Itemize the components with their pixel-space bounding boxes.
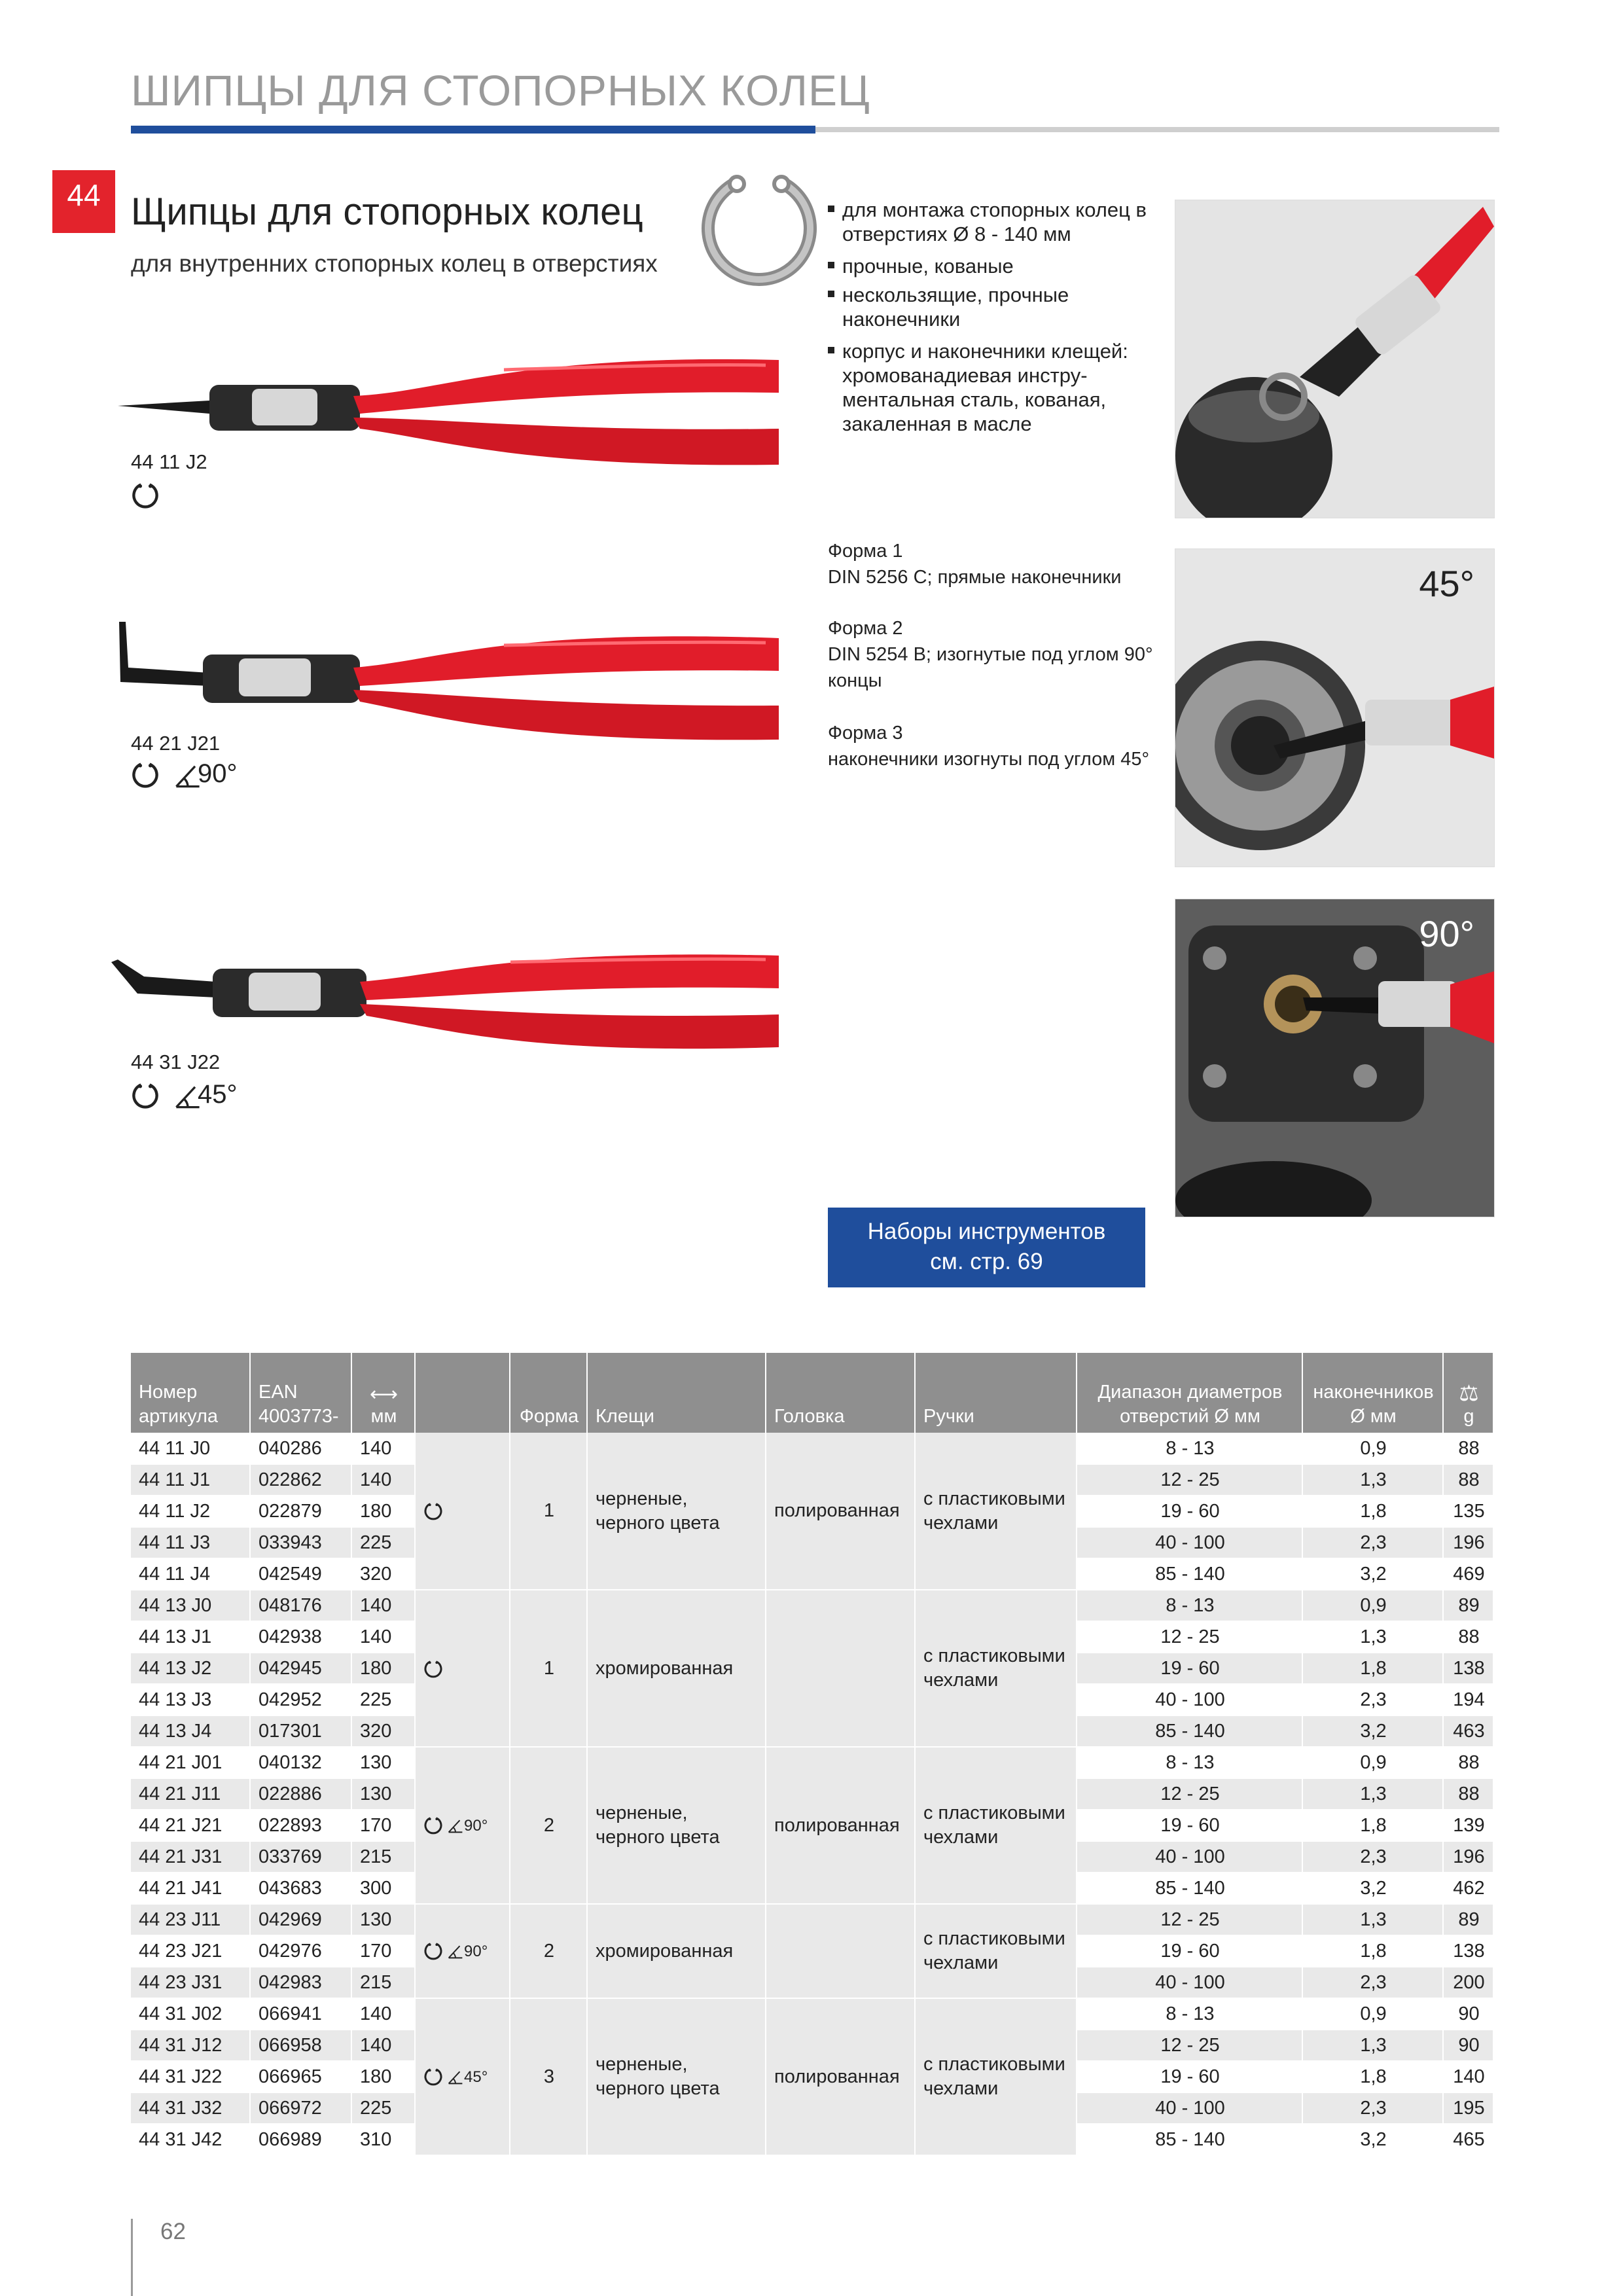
cell-length: 140 bbox=[351, 1433, 415, 1464]
cell-range: 40 - 100 bbox=[1077, 1841, 1302, 1873]
cell-tip: 1,8 bbox=[1302, 1810, 1443, 1841]
col-ean: EAN 4003773- bbox=[250, 1353, 351, 1433]
cell-range: 8 - 13 bbox=[1077, 1747, 1302, 1778]
col-length-unit: мм bbox=[370, 1406, 397, 1427]
form-name: Форма 2 bbox=[828, 618, 903, 639]
cell-length: 225 bbox=[351, 1684, 415, 1715]
cell-handles: с пластиковыми чехлами bbox=[915, 1998, 1077, 2155]
cell-ean: 043683 bbox=[250, 1873, 351, 1904]
cell-length: 225 bbox=[351, 1527, 415, 1558]
form-name: Форма 3 bbox=[828, 723, 903, 744]
cell-weight: 90 bbox=[1443, 2030, 1493, 2061]
cell-length: 140 bbox=[351, 1590, 415, 1621]
cell-tip: 0,9 bbox=[1302, 1747, 1443, 1778]
header-rule-blue bbox=[131, 126, 815, 134]
col-head: Головка bbox=[766, 1353, 915, 1433]
cell-icons bbox=[415, 1433, 510, 1590]
cell-range: 19 - 60 bbox=[1077, 1935, 1302, 1967]
cell-jaws: черненые, черного цвета bbox=[587, 1998, 766, 2155]
cell-length: 140 bbox=[351, 1464, 415, 1496]
cell-icons bbox=[415, 1747, 510, 1904]
cell-range: 19 - 60 bbox=[1077, 1810, 1302, 1841]
cell-length: 320 bbox=[351, 1715, 415, 1747]
angle-icon bbox=[447, 2068, 464, 2085]
cell-article: 44 21 J01 bbox=[131, 1747, 250, 1778]
pliers-article: 44 11 J2 bbox=[131, 450, 207, 473]
pliers-image-90deg bbox=[111, 602, 792, 753]
cell-article: 44 13 J4 bbox=[131, 1715, 250, 1747]
photo-angle-label: 90° bbox=[1419, 913, 1474, 954]
cell-ean: 040132 bbox=[250, 1747, 351, 1778]
product-table bbox=[131, 1353, 1493, 2156]
cell-article: 44 21 J11 bbox=[131, 1778, 250, 1810]
cell-ean: 033769 bbox=[250, 1841, 351, 1873]
photo-45deg-application bbox=[1175, 548, 1495, 867]
length-arrows-icon: ⟷ bbox=[369, 1384, 398, 1405]
cell-range: 12 - 25 bbox=[1077, 1464, 1302, 1496]
col-article: Номер артикула bbox=[131, 1353, 250, 1433]
cell-length: 320 bbox=[351, 1558, 415, 1590]
cell-ean: 066972 bbox=[250, 2092, 351, 2124]
cell-ean: 022879 bbox=[250, 1496, 351, 1527]
cell-length: 170 bbox=[351, 1935, 415, 1967]
form-desc: DIN 5256 C; прямые наконечники bbox=[828, 567, 1122, 588]
cell-tip: 1,8 bbox=[1302, 1935, 1443, 1967]
footer-rule bbox=[131, 2219, 133, 2296]
cell-ean: 042969 bbox=[250, 1904, 351, 1935]
cell-weight: 90 bbox=[1443, 1998, 1493, 2030]
cell-weight: 200 bbox=[1443, 1967, 1493, 1998]
cell-tip: 1,3 bbox=[1302, 1778, 1443, 1810]
feature-item: прочные, кованые bbox=[828, 254, 1181, 278]
angle-icon bbox=[447, 1817, 464, 1834]
cell-tip: 3,2 bbox=[1302, 1558, 1443, 1590]
angle-value: 45° bbox=[198, 1080, 238, 1109]
cell-range: 40 - 100 bbox=[1077, 1684, 1302, 1715]
chapter-tab: 44 bbox=[52, 170, 115, 233]
cell-article: 44 31 J32 bbox=[131, 2092, 250, 2124]
cell-article: 44 31 J02 bbox=[131, 1998, 250, 2030]
cell-range: 12 - 25 bbox=[1077, 1778, 1302, 1810]
col-length bbox=[351, 1353, 415, 1433]
cell-ean: 048176 bbox=[250, 1590, 351, 1621]
cell-tip: 1,3 bbox=[1302, 1904, 1443, 1935]
cell-head bbox=[766, 1590, 915, 1747]
form-description bbox=[828, 720, 1168, 772]
cell-article: 44 23 J11 bbox=[131, 1904, 250, 1935]
cell-weight: 194 bbox=[1443, 1684, 1493, 1715]
cell-length: 170 bbox=[351, 1810, 415, 1841]
cell-length: 310 bbox=[351, 2124, 415, 2155]
cell-weight: 138 bbox=[1443, 1935, 1493, 1967]
photo-angle-label: 45° bbox=[1419, 563, 1474, 604]
cell-article: 44 31 J42 bbox=[131, 2124, 250, 2155]
cell-tip: 1,8 bbox=[1302, 1496, 1443, 1527]
table-row bbox=[131, 1904, 1493, 1935]
cell-ean: 042952 bbox=[250, 1684, 351, 1715]
cell-range: 12 - 25 bbox=[1077, 1621, 1302, 1653]
cell-handles: с пластиковыми чехлами bbox=[915, 1904, 1077, 1998]
cell-tip: 1,3 bbox=[1302, 1621, 1443, 1653]
col-handles: Ручки bbox=[915, 1353, 1077, 1433]
cell-weight: 88 bbox=[1443, 1778, 1493, 1810]
cell-article: 44 11 J2 bbox=[131, 1496, 250, 1527]
tool-sets-reference-box[interactable] bbox=[828, 1208, 1145, 1287]
cell-ean: 042549 bbox=[250, 1558, 351, 1590]
angle-value: 90° bbox=[464, 1943, 488, 1960]
form-description bbox=[828, 538, 1168, 590]
cell-length: 180 bbox=[351, 2061, 415, 2092]
cell-ean: 066941 bbox=[250, 1998, 351, 2030]
cell-weight: 463 bbox=[1443, 1715, 1493, 1747]
cell-form: 1 bbox=[510, 1433, 587, 1590]
ring-icon bbox=[131, 761, 160, 789]
cell-ean: 017301 bbox=[250, 1715, 351, 1747]
photo-pliers-in-use bbox=[1175, 200, 1495, 518]
ring-icon bbox=[423, 1816, 443, 1835]
cell-icons bbox=[415, 1904, 510, 1998]
angle-value: 90° bbox=[464, 1817, 488, 1835]
form-desc: DIN 5254 B; изогнутые под углом 90° концы bbox=[828, 644, 1153, 691]
cell-ean: 042976 bbox=[250, 1935, 351, 1967]
cell-article: 44 23 J21 bbox=[131, 1935, 250, 1967]
product-title: Щипцы для стопорных колец bbox=[131, 190, 643, 233]
cell-article: 44 21 J31 bbox=[131, 1841, 250, 1873]
cell-tip: 1,3 bbox=[1302, 1464, 1443, 1496]
cell-length: 180 bbox=[351, 1496, 415, 1527]
feature-item: корпус и наконечники клещей: хромованадиевая инстру-ментальная сталь, кованая, закаленная в масле bbox=[828, 339, 1181, 436]
cell-weight: 462 bbox=[1443, 1873, 1493, 1904]
form-name: Форма 1 bbox=[828, 541, 903, 562]
ring-icon bbox=[423, 1659, 443, 1679]
cell-length: 215 bbox=[351, 1841, 415, 1873]
cell-article: 44 13 J2 bbox=[131, 1653, 250, 1684]
col-weight bbox=[1443, 1353, 1493, 1433]
cell-weight: 469 bbox=[1443, 1558, 1493, 1590]
cell-ean: 066958 bbox=[250, 2030, 351, 2061]
cell-tip: 3,2 bbox=[1302, 1715, 1443, 1747]
cell-weight: 88 bbox=[1443, 1747, 1493, 1778]
cell-ean: 066965 bbox=[250, 2061, 351, 2092]
cell-range: 85 - 140 bbox=[1077, 1558, 1302, 1590]
col-jaws: Клещи bbox=[587, 1353, 766, 1433]
col-icons bbox=[415, 1353, 510, 1433]
tool-sets-label: Наборы инструментов bbox=[867, 1219, 1106, 1244]
cell-range: 8 - 13 bbox=[1077, 1998, 1302, 2030]
cell-tip: 0,9 bbox=[1302, 1433, 1443, 1464]
cell-weight: 196 bbox=[1443, 1527, 1493, 1558]
cell-tip: 2,3 bbox=[1302, 1841, 1443, 1873]
cell-ean: 033943 bbox=[250, 1527, 351, 1558]
cell-length: 130 bbox=[351, 1747, 415, 1778]
cell-range: 40 - 100 bbox=[1077, 1527, 1302, 1558]
cell-tip: 1,3 bbox=[1302, 2030, 1443, 2061]
cell-form: 3 bbox=[510, 1998, 587, 2155]
cell-tip: 0,9 bbox=[1302, 1998, 1443, 2030]
cell-tip: 2,3 bbox=[1302, 1527, 1443, 1558]
pliers-image-straight bbox=[111, 340, 792, 478]
scale-icon: ⚖ bbox=[1459, 1381, 1479, 1406]
cell-tip: 0,9 bbox=[1302, 1590, 1443, 1621]
ring-icon bbox=[423, 1501, 443, 1521]
cell-ean: 042938 bbox=[250, 1621, 351, 1653]
cell-weight: 89 bbox=[1443, 1590, 1493, 1621]
table-body bbox=[131, 1433, 1493, 2155]
cell-range: 12 - 25 bbox=[1077, 1904, 1302, 1935]
cell-ean: 066989 bbox=[250, 2124, 351, 2155]
pliers-article: 44 21 J21 bbox=[131, 732, 221, 755]
cell-range: 8 - 13 bbox=[1077, 1433, 1302, 1464]
cell-ean: 042983 bbox=[250, 1967, 351, 1998]
cell-weight: 135 bbox=[1443, 1496, 1493, 1527]
cell-article: 44 21 J21 bbox=[131, 1810, 250, 1841]
cell-tip: 1,8 bbox=[1302, 2061, 1443, 2092]
cell-weight: 88 bbox=[1443, 1464, 1493, 1496]
ring-icon bbox=[131, 481, 160, 510]
header-rule-grey bbox=[815, 127, 1499, 132]
cell-head: полированная bbox=[766, 1747, 915, 1904]
cell-icons bbox=[415, 1998, 510, 2155]
angle-value: 45° bbox=[464, 2068, 488, 2086]
cell-length: 140 bbox=[351, 1621, 415, 1653]
cell-tip: 2,3 bbox=[1302, 1684, 1443, 1715]
cell-length: 180 bbox=[351, 1653, 415, 1684]
cell-range: 8 - 13 bbox=[1077, 1590, 1302, 1621]
cell-length: 130 bbox=[351, 1778, 415, 1810]
cell-head: полированная bbox=[766, 1998, 915, 2155]
feature-item: для монтажа стопорных колец в отверстиях Ø 8 - 140 мм bbox=[828, 198, 1181, 246]
cell-ean: 022893 bbox=[250, 1810, 351, 1841]
cell-weight: 195 bbox=[1443, 2092, 1493, 2124]
cell-article: 44 11 J4 bbox=[131, 1558, 250, 1590]
cell-ean: 040286 bbox=[250, 1433, 351, 1464]
form-description bbox=[828, 615, 1168, 694]
cell-range: 40 - 100 bbox=[1077, 2092, 1302, 2124]
cell-article: 44 13 J3 bbox=[131, 1684, 250, 1715]
cell-range: 85 - 140 bbox=[1077, 1873, 1302, 1904]
cell-handles: с пластиковыми чехлами bbox=[915, 1747, 1077, 1904]
cell-tip: 3,2 bbox=[1302, 1873, 1443, 1904]
cell-weight: 140 bbox=[1443, 2061, 1493, 2092]
cell-head bbox=[766, 1904, 915, 1998]
feature-item: нескользящие, прочные наконечники bbox=[828, 283, 1181, 331]
col-weight-unit: g bbox=[1463, 1406, 1474, 1427]
cell-length: 130 bbox=[351, 1904, 415, 1935]
cell-weight: 138 bbox=[1443, 1653, 1493, 1684]
table-row bbox=[131, 1998, 1493, 2030]
page-number: 62 bbox=[160, 2219, 186, 2244]
cell-form: 2 bbox=[510, 1904, 587, 1998]
col-tips: наконечников Ø мм bbox=[1302, 1353, 1443, 1433]
cell-ean: 022886 bbox=[250, 1778, 351, 1810]
pliers-image-45deg bbox=[105, 916, 792, 1067]
cell-handles: с пластиковыми чехлами bbox=[915, 1590, 1077, 1747]
table-row bbox=[131, 1747, 1493, 1778]
form-desc: наконечники изогнуты под углом 45° bbox=[828, 749, 1150, 770]
cell-length: 215 bbox=[351, 1967, 415, 1998]
photo-90deg-application bbox=[1175, 899, 1495, 1217]
cell-article: 44 13 J0 bbox=[131, 1590, 250, 1621]
cell-ean: 042945 bbox=[250, 1653, 351, 1684]
cell-tip: 1,8 bbox=[1302, 1653, 1443, 1684]
tool-sets-page-ref: см. стр. 69 bbox=[930, 1249, 1043, 1274]
cell-length: 140 bbox=[351, 2030, 415, 2061]
cell-article: 44 31 J12 bbox=[131, 2030, 250, 2061]
cell-article: 44 11 J3 bbox=[131, 1527, 250, 1558]
cell-weight: 196 bbox=[1443, 1841, 1493, 1873]
cell-range: 12 - 25 bbox=[1077, 2030, 1302, 2061]
cell-range: 40 - 100 bbox=[1077, 1967, 1302, 1998]
product-subtitle: для внутренних стопорных колец в отверстиях bbox=[131, 250, 658, 277]
table-row bbox=[131, 1590, 1493, 1621]
cell-jaws: хромированная bbox=[587, 1904, 766, 1998]
cell-weight: 88 bbox=[1443, 1621, 1493, 1653]
cell-tip: 2,3 bbox=[1302, 1967, 1443, 1998]
section-header-title: ШИПЦЫ ДЛЯ СТОПОРНЫХ КОЛЕЦ bbox=[131, 66, 870, 115]
cell-range: 85 - 140 bbox=[1077, 1715, 1302, 1747]
cell-jaws: черненые, черного цвета bbox=[587, 1747, 766, 1904]
cell-form: 1 bbox=[510, 1590, 587, 1747]
angle-value: 90° bbox=[198, 759, 238, 788]
cell-range: 19 - 60 bbox=[1077, 1653, 1302, 1684]
cell-range: 19 - 60 bbox=[1077, 2061, 1302, 2092]
cell-article: 44 13 J1 bbox=[131, 1621, 250, 1653]
cell-handles: с пластиковыми чехлами bbox=[915, 1433, 1077, 1590]
cell-jaws: хромированная bbox=[587, 1590, 766, 1747]
cell-weight: 88 bbox=[1443, 1433, 1493, 1464]
col-range: Диапазон диаметров отверстий Ø мм bbox=[1077, 1353, 1302, 1433]
col-form: Форма bbox=[510, 1353, 587, 1433]
cell-length: 140 bbox=[351, 1998, 415, 2030]
cell-tip: 2,3 bbox=[1302, 2092, 1443, 2124]
ring-icon bbox=[131, 1081, 160, 1110]
cell-icons bbox=[415, 1590, 510, 1747]
cell-form: 2 bbox=[510, 1747, 587, 1904]
cell-article: 44 11 J0 bbox=[131, 1433, 250, 1464]
cell-ean: 022862 bbox=[250, 1464, 351, 1496]
cell-weight: 89 bbox=[1443, 1904, 1493, 1935]
cell-range: 19 - 60 bbox=[1077, 1496, 1302, 1527]
cell-article: 44 31 J22 bbox=[131, 2061, 250, 2092]
cell-length: 225 bbox=[351, 2092, 415, 2124]
cell-weight: 465 bbox=[1443, 2124, 1493, 2155]
cell-article: 44 21 J41 bbox=[131, 1873, 250, 1904]
ring-icon bbox=[423, 1941, 443, 1961]
pliers-article: 44 31 J22 bbox=[131, 1050, 221, 1073]
cell-article: 44 11 J1 bbox=[131, 1464, 250, 1496]
cell-jaws: черненые, черного цвета bbox=[587, 1433, 766, 1590]
cell-head: полированная bbox=[766, 1433, 915, 1590]
cell-weight: 139 bbox=[1443, 1810, 1493, 1841]
table-row bbox=[131, 1433, 1493, 1464]
cell-length: 300 bbox=[351, 1873, 415, 1904]
cell-tip: 3,2 bbox=[1302, 2124, 1443, 2155]
angle-icon bbox=[447, 1943, 464, 1960]
cell-range: 85 - 140 bbox=[1077, 2124, 1302, 2155]
ring-icon bbox=[423, 2067, 443, 2087]
cell-article: 44 23 J31 bbox=[131, 1967, 250, 1998]
retaining-ring-icon bbox=[694, 167, 825, 288]
